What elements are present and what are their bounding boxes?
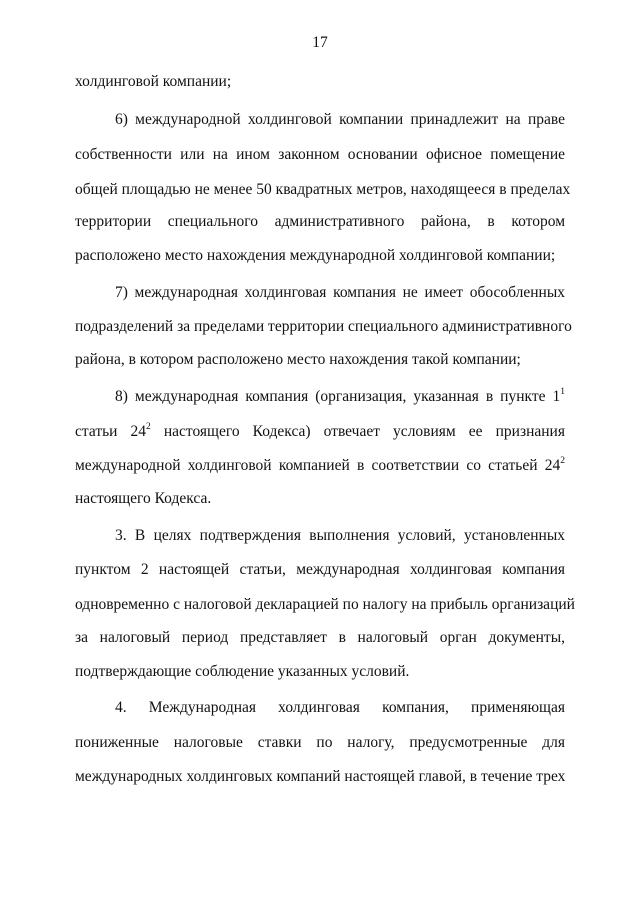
text-segment: расположено место нахождения международной холдинговой компании; <box>75 247 556 264</box>
text-segment: за налоговый период представляет в налоговый орган документы, <box>75 629 565 646</box>
superscript-index: 1 <box>560 387 565 397</box>
text-segment: статьи 24 <box>75 423 147 440</box>
text-segment: подтверждающие соблюдение указанных условий. <box>75 663 410 680</box>
text-line <box>75 662 565 682</box>
text-segment: настоящего Кодекса. <box>75 490 212 507</box>
text-segment: настоящего Кодекса) отвечает условиям ее признания <box>150 423 565 440</box>
text-line <box>75 595 575 615</box>
text-line <box>75 767 565 787</box>
text-line <box>75 72 565 92</box>
text-segment: международных холдинговых компаний настоящей главой, в течение трех <box>75 768 566 785</box>
text-segment: 7) международная холдинговая компания не имеет обособленных <box>115 284 565 301</box>
superscript-index: 2 <box>146 422 151 432</box>
text-line <box>75 212 565 232</box>
text-segment: подразделений за пределами территории специального административного <box>75 318 572 335</box>
text-line <box>115 698 565 718</box>
text-line <box>75 317 572 337</box>
text-line <box>115 283 565 303</box>
text-segment: собственности или на ином законном основании офисное помещение <box>75 146 565 163</box>
text-segment: 6) международной холдинговой компании принадлежит на праве <box>115 111 565 128</box>
text-segment: 4. Международная холдинговая компания, применяющая <box>115 699 565 716</box>
text-line <box>115 526 565 546</box>
text-segment: 8) международная компания (организация, указанная в пункте 1 <box>115 388 561 405</box>
text-line <box>75 422 565 442</box>
text-line <box>75 246 565 266</box>
text-segment: международной холдинговой компанией в соответствии со статьей 24 <box>75 457 561 474</box>
text-line <box>75 733 565 753</box>
text-segment: территории специального административного района, в котором <box>75 213 565 230</box>
text-segment: одновременно с налоговой декларацией по налогу на прибыль организаций <box>75 596 575 613</box>
text-segment: общей площадью не менее 50 квадратных метров, находящееся в пределах <box>75 181 571 198</box>
text-line <box>75 489 565 509</box>
text-line <box>75 560 565 580</box>
text-segment: района, в котором расположено место нахождения такой компании; <box>75 351 521 368</box>
text-line <box>115 110 565 130</box>
text-line <box>75 350 565 370</box>
text-segment: пунктом 2 настоящей статьи, международная холдинговая компания <box>75 561 565 578</box>
text-segment: 3. В целях подтверждения выполнения условий, установленных <box>115 527 565 544</box>
text-line <box>75 180 571 200</box>
text-segment: пониженные налоговые ставки по налогу, предусмотренные для <box>75 734 565 751</box>
text-segment: холдинговой компании; <box>75 73 232 90</box>
page-number: 17 <box>312 34 328 51</box>
text-line <box>75 628 565 648</box>
superscript-index: 2 <box>560 456 565 466</box>
text-line <box>75 145 565 165</box>
text-line <box>75 456 565 476</box>
text-line <box>115 387 565 407</box>
